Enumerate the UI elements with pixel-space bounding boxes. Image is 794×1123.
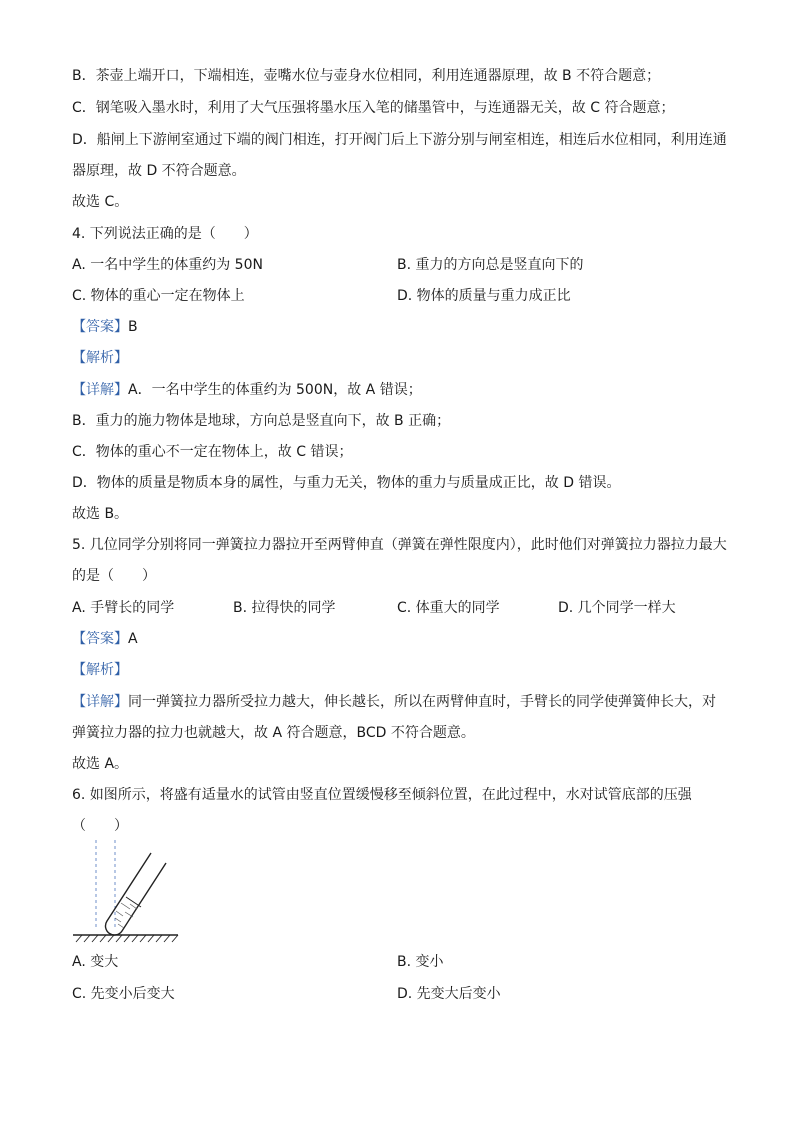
q4-answer: B bbox=[128, 319, 138, 335]
q4-detail-a-line bbox=[72, 380, 422, 400]
q6-stem-line2: （ ） bbox=[72, 818, 128, 834]
q5-answer-tag: 【答案】 bbox=[72, 631, 128, 647]
q4-conclusion: 故选 B。 bbox=[72, 506, 129, 522]
q5-detail-line2: 弹簧拉力器的拉力也就越大，故 A 符合题意，BCD 不符合题意。 bbox=[72, 725, 475, 741]
q5-answer: A bbox=[128, 631, 138, 647]
q5-option-b: B. 拉得快的同学 bbox=[233, 600, 336, 616]
q5-detail-1: 同一弹簧拉力器所受拉力越大，伸长越长，所以在两臂伸直时，手臂长的同学使弹簧伸长大，对 bbox=[128, 694, 716, 710]
test-tube-figure bbox=[72, 838, 182, 944]
q5-option-a: A. 手臂长的同学 bbox=[72, 600, 175, 616]
q5-conclusion: 故选 A。 bbox=[72, 756, 129, 772]
q5-detail-line1 bbox=[72, 692, 716, 712]
q5-analysis-label: 【解析】 bbox=[72, 662, 128, 678]
q5-stem-line2: 的是（ ） bbox=[72, 568, 156, 584]
q5-analysis-tag bbox=[72, 660, 128, 680]
q4-detail-c: C．物体的重心不一定在物体上，故 C 错误； bbox=[72, 444, 353, 460]
q4-detail-d: D．物体的质量是物质本身的属性，与重力无关，物体的重力与质量成正比，故 D 错误。 bbox=[72, 475, 621, 491]
prev-line-d1: D．船闸上下游闸室通过下端的阀门相连，打开阀门后上下游分别与闸室相连，相连后水位相同，利用连通 bbox=[72, 132, 727, 148]
q4-option-a: A. 一名中学生的体重约为 50N bbox=[72, 257, 263, 273]
q4-stem: 4. 下列说法正确的是（ ） bbox=[72, 226, 258, 242]
q6-option-d: D. 先变大后变小 bbox=[397, 986, 501, 1002]
q6-option-b: B. 变小 bbox=[397, 954, 444, 970]
q5-option-d: D. 几个同学一样大 bbox=[558, 600, 676, 616]
prev-line-b: B．茶壶上端开口，下端相连，壶嘴水位与壶身水位相同，利用连通器原理，故 B 不符合题意； bbox=[72, 68, 661, 84]
q5-detail-tag: 【详解】 bbox=[72, 694, 128, 710]
q4-answer-tag: 【答案】 bbox=[72, 319, 128, 335]
q6-stem-line1: 6. 如图所示，将盛有适量水的试管由竖直位置缓慢移至倾斜位置，在此过程中，水对试管底部的压强 bbox=[72, 787, 692, 803]
q4-detail-b: B．重力的施力物体是地球，方向总是竖直向下，故 B 正确； bbox=[72, 413, 451, 429]
prev-line-d2: 器原理，故 D 不符合题意。 bbox=[72, 163, 246, 179]
q5-stem-line1: 5. 几位同学分别将同一弹簧拉力器拉开至两臂伸直（弹簧在弹性限度内），此时他们对弹簧拉力器拉力最大 bbox=[72, 537, 727, 553]
q4-analysis-tag bbox=[72, 348, 128, 368]
prev-conclusion: 故选 C。 bbox=[72, 194, 129, 210]
q4-detail-a: A．一名中学生的体重约为 500N，故 A 错误； bbox=[128, 382, 422, 398]
q6-option-c: C. 先变小后变大 bbox=[72, 986, 175, 1002]
q4-detail-tag: 【详解】 bbox=[72, 382, 128, 398]
q5-option-c: C. 体重大的同学 bbox=[397, 600, 500, 616]
q6-option-a: A. 变大 bbox=[72, 954, 119, 970]
q4-option-c: C. 物体的重心一定在物体上 bbox=[72, 288, 245, 304]
q4-answer-line bbox=[72, 317, 138, 337]
q4-option-d: D. 物体的质量与重力成正比 bbox=[397, 288, 571, 304]
ground-hatching bbox=[73, 935, 178, 942]
vertical-reference-lines bbox=[96, 840, 115, 930]
q4-option-b: B. 重力的方向总是竖直向下的 bbox=[397, 257, 584, 273]
q4-analysis-label: 【解析】 bbox=[72, 350, 128, 366]
q5-answer-line bbox=[72, 629, 138, 649]
prev-line-c: C．钢笔吸入墨水时，利用了大气压强将墨水压入笔的储墨管中，与连通器无关，故 C 符合题意； bbox=[72, 100, 675, 116]
